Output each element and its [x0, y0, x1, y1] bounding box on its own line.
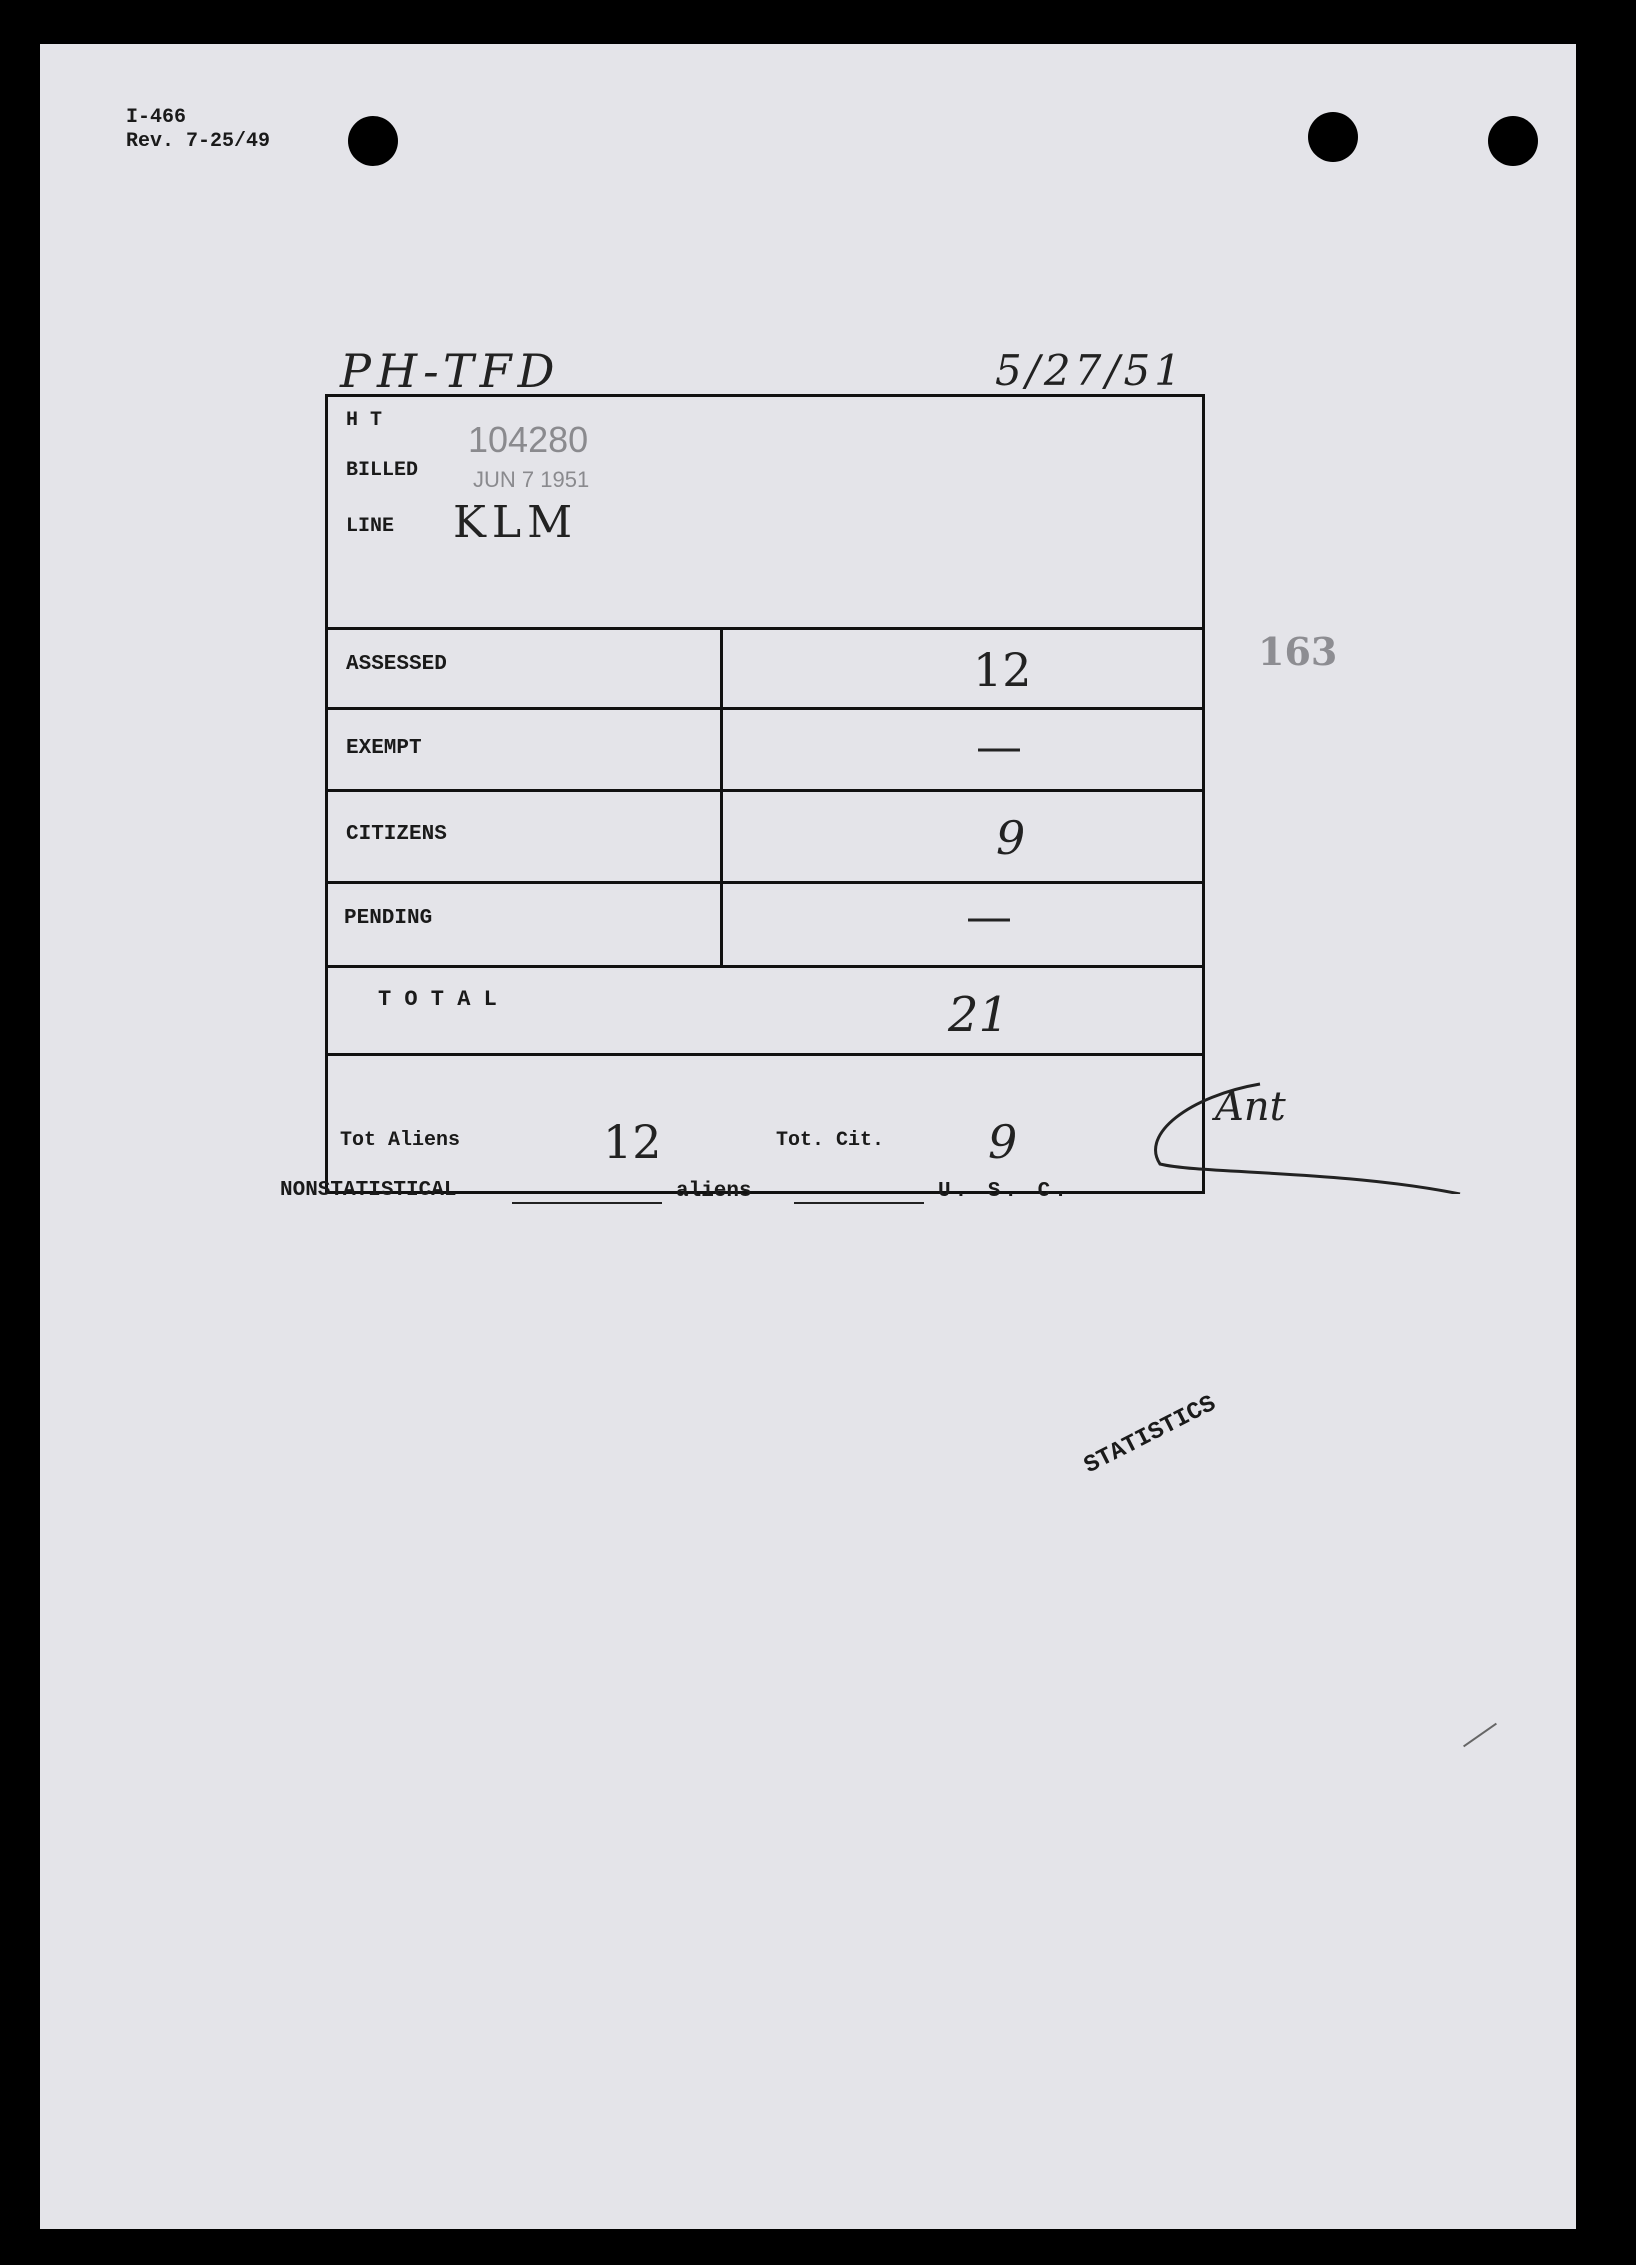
total-label: T O T A L — [378, 987, 497, 1012]
serial-stamp: 104280 — [468, 419, 589, 460]
date-handwritten: 5/27/51 — [995, 346, 1185, 395]
manifest-form — [325, 394, 1205, 1194]
tot-aliens-value-handwritten: 12 — [603, 1115, 662, 1169]
nonstatistical-label: NONSTATISTICAL — [280, 1179, 457, 1202]
stray-mark — [1463, 1723, 1497, 1748]
document-page — [40, 44, 1576, 2229]
billed-label: BILLED — [346, 459, 419, 482]
ht-label: H T — [346, 409, 383, 432]
citizens-label: CITIZENS — [346, 823, 447, 846]
line-value-handwritten: KLM — [453, 497, 579, 548]
form-revision: Rev. 7-25/49 — [126, 130, 271, 153]
tot-cit-label: Tot. Cit. — [776, 1129, 885, 1152]
billed-date-stamp: JUN 7 1951 — [473, 467, 590, 492]
line-label: LINE — [346, 515, 395, 538]
exempt-value-handwritten: — — [976, 719, 1022, 773]
statistics-stamp: STATISTICS — [1080, 1390, 1221, 1481]
signature-flourish — [1100, 1074, 1480, 1194]
punch-hole-right-1 — [1308, 112, 1358, 162]
pending-label: PENDING — [344, 907, 433, 930]
port-code-handwritten: PH-TFD — [340, 344, 561, 398]
aliens-label: aliens — [676, 1180, 752, 1203]
nonstatistical-blank — [512, 1202, 662, 1204]
citizens-value-handwritten: 9 — [996, 811, 1026, 865]
exempt-label: EXEMPT — [346, 737, 422, 760]
assessed-label: ASSESSED — [346, 653, 447, 676]
tot-cit-value-handwritten: 9 — [988, 1115, 1018, 1169]
initials-handwritten: Ant — [1215, 1084, 1286, 1130]
aliens-blank — [794, 1202, 924, 1204]
punch-hole-left — [348, 116, 398, 166]
usc-label: U. S. C. — [938, 1180, 1071, 1203]
total-value-handwritten: 21 — [948, 987, 1010, 1043]
tot-aliens-label: Tot Aliens — [340, 1129, 461, 1152]
form-id: I-466 — [126, 106, 187, 129]
punch-hole-right-2 — [1488, 116, 1538, 166]
pending-value-handwritten: — — [966, 889, 1010, 943]
page-number-stamp: 163 — [1258, 629, 1338, 674]
assessed-value-handwritten: 12 — [973, 643, 1032, 697]
